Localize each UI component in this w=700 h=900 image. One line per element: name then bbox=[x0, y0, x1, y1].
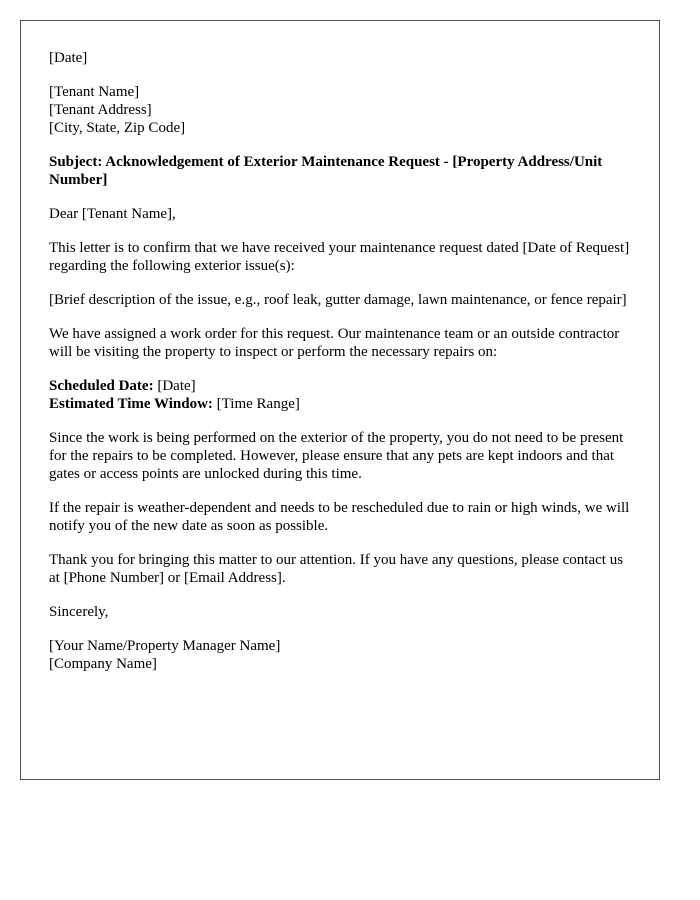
recipient-city-state-zip: [City, State, Zip Code] bbox=[49, 120, 186, 136]
signature-name: [Your Name/Property Manager Name] bbox=[49, 638, 281, 654]
issue-description: [Brief description of the issue, e.g., roof leak, gutter damage, lawn maintenance, or fence repair] bbox=[49, 292, 627, 308]
signature-block bbox=[49, 637, 631, 673]
scheduled-date-value: [Date] bbox=[153, 378, 196, 394]
thanks-paragraph: Thank you for bringing this matter to our attention. If you have any questions, please contact us at [Phone Number] or [Email Address]. bbox=[49, 552, 624, 586]
recipient-address: [Tenant Address] bbox=[49, 102, 152, 118]
scheduled-date-label: Scheduled Date: bbox=[49, 378, 154, 394]
recipient-name: [Tenant Name] bbox=[49, 84, 140, 100]
recipient-block bbox=[49, 83, 631, 137]
letter-date: [Date] bbox=[49, 50, 88, 66]
time-window-label: Estimated Time Window: bbox=[49, 396, 213, 412]
signature-company: [Company Name] bbox=[49, 656, 157, 672]
time-window-value: [Time Range] bbox=[212, 396, 300, 412]
closing: Sincerely, bbox=[49, 604, 109, 620]
time-window-line bbox=[49, 395, 631, 413]
exterior-paragraph: Since the work is being performed on the exterior of the property, you do not need to be present for the repairs to be completed. However, please ensure that any pets are kept indoors and that gates or access points are unlocked during this time. bbox=[49, 430, 624, 482]
letter-page bbox=[20, 20, 660, 780]
weather-paragraph: If the repair is weather-dependent and needs to be rescheduled due to rain or high winds, we will notify you of the new date as soon as possible. bbox=[49, 500, 630, 534]
scheduled-date-line bbox=[49, 377, 631, 395]
subject-line: Subject: Acknowledgement of Exterior Maintenance Request - [Property Address/Unit Number] bbox=[49, 154, 603, 188]
salutation: Dear [Tenant Name], bbox=[49, 206, 176, 222]
schedule-block bbox=[49, 377, 631, 413]
confirmation-paragraph: This letter is to confirm that we have received your maintenance request dated [Date of Request] regarding the following exterior issue(s): bbox=[49, 240, 630, 274]
work-order-paragraph: We have assigned a work order for this request. Our maintenance team or an outside contractor will be visiting the property to inspect or perform the necessary repairs on: bbox=[49, 326, 620, 360]
